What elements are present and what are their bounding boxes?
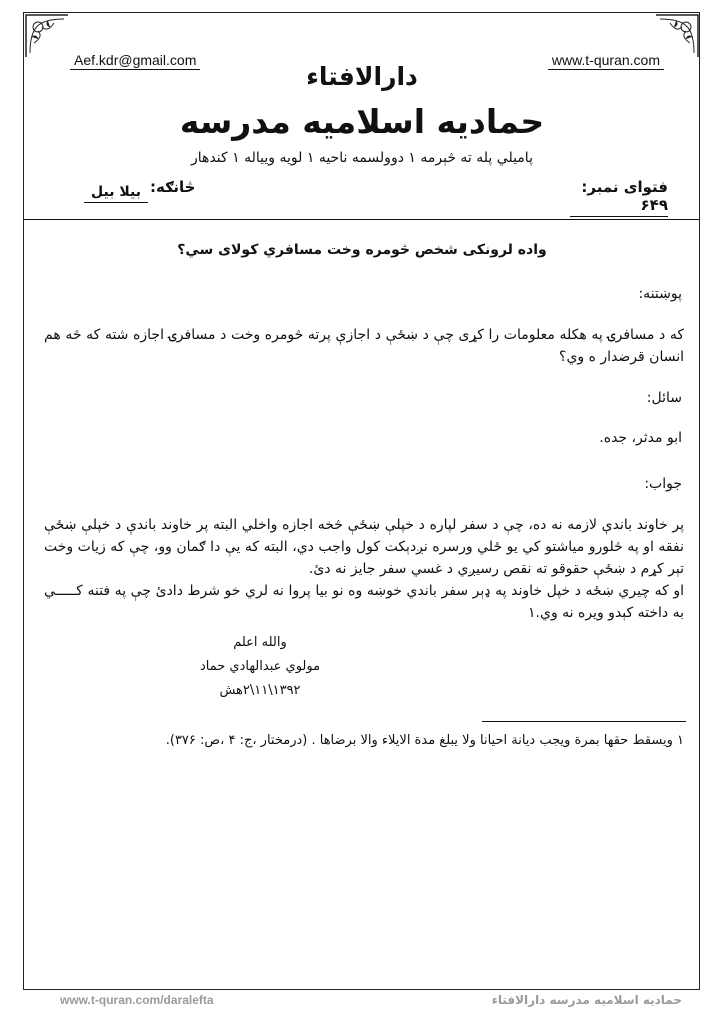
footnote-divider [482,721,686,722]
questioner-label: سائل: [646,390,682,406]
question-label: پوښتنه: [638,286,682,302]
footer-name: حمادیه اسلامیه مدرسه دارالافتاء [491,993,682,1007]
email-address[interactable]: Aef.kdr@gmail.com [70,52,200,70]
question-text: که د مسافرۍ په هکله معلومات را کړی چې د ښځې د اجازې پرته څومره وخت د مسافرۍ اجازه شته که څه هم انسان قرضدار ه وي؟ [44,327,684,365]
answer-paragraph-2: او که چيري ښځه د خپل خاوند په ډېر سفر باندي خوښه وه نو بيا پروا نه لري خو شرط دادئ چې په فتنه کـــــي به داخته کېدو ويره نه وي.۱ [44,583,684,621]
section-label: څانګه: [150,178,196,196]
answer-label: جواب: [644,476,682,492]
madrasa-title: حمادیه اسلامیه مدرسه [179,102,545,141]
footer-url[interactable]: www.t-quran.com/daralefta [60,993,214,1007]
dar-al-ifta-title: دارالافتاء [306,62,418,91]
header-divider [24,219,700,220]
fatwa-date: ۱۳۹۲\۱۱\۲هش [219,683,301,698]
footnote-text: ۱ ويسقط حقها بمرة ويجب ديانة احيانا ولا يبلغ مدة الايلاء والا برضاها . (درمختار ،ج: ۴ ،ص: ۳۷۶). [165,733,684,748]
fatwa-number: فتوای نمبر: ۶۴۹ [570,178,668,217]
wallahu-alam: والله اعلم [233,635,287,650]
questioner-name: ابو مدثر، جده. [599,430,682,446]
section-value: بيلا بيل [84,184,148,203]
website-link[interactable]: www.t-quran.com [548,52,664,70]
answer-paragraph-1: پر خاوند باندې لازمه نه ده، چې د سفر لپاره د خپلې ښځې څخه اجازه واخلي البته پر خاوند باندې د خپلې ښځې نفقه او په څلورو میاشتو کي يو ځلي ورسره نږدېکت کول واجب دي، البته که يې دا ګمان وو، چې که زيات وخت تېر کړم د ښځې حقوقو ته نقص رسيږي د غسي سفر جايز نه دئ. [44,517,684,577]
question-title: واده لرونکی شخص څومره وخت مسافري کولای سي؟ [177,242,547,258]
corner-ornament-icon [24,13,70,59]
address-line: پاميلي پله ته څېرمه ۱ دوولسمه ناحيه ۱ لويه ويياله ۱ کندهار [191,150,533,166]
mufti-name: مولوي عبدالهادي حماد [199,659,321,674]
